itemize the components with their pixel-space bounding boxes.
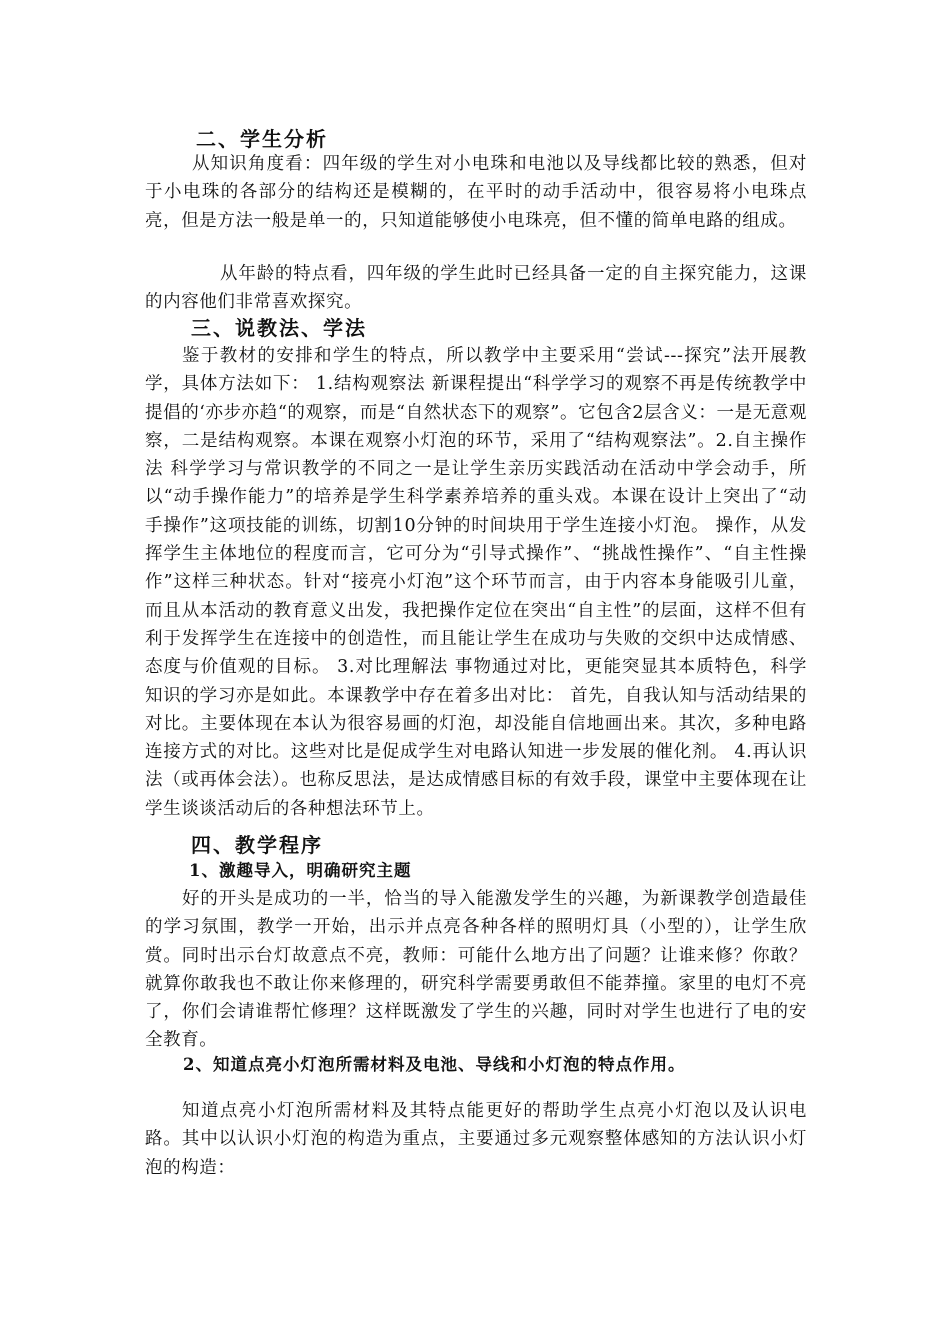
section-heading-teaching-procedure: 四、教学程序 [191, 833, 323, 857]
paragraph-age-perspective: 从年龄的特点看，四年级的学生此时已经具备一定的自主探究能力，这课的内容他们非常喜欢探究。 [145, 264, 807, 313]
subheading-introduction: 1、激趣导入，明确研究主题 [189, 861, 412, 880]
paragraph-knowledge-perspective: 从知识角度看：四年级的学生对小电珠和电池以及导线都比较的熟悉，但对于小电珠的各部分的结构还是模糊的，在平时的动手活动中，很容易将小电珠点亮，但是方法一般是单一的，只知道能够使小电珠亮，但不懂的简单电路的组成。 [145, 154, 807, 231]
section-heading-student-analysis: 二、学生分析 [196, 127, 328, 151]
paragraph-introduction: 好的开头是成功的一半，恰当的导入能激发学生的兴趣，为新课教学创造最佳的学习氛围，教学一开始，出示并点亮各种各样的照明灯具（小型的），让学生欣赏。同时出示台灯故意点不亮，教师：可能什么地方出了问题？让谁来修？你敢？就算你敢我也不敢让你来修理的，研究科学需要勇敢但不能莽撞。家里的电灯不亮了，你们会请谁帮忙修理？这样既激发了学生的兴趣，同时对学生也进行了电的安全教育。 [145, 889, 807, 1051]
paragraph-materials: 知道点亮小灯泡所需材料及其特点能更好的帮助学生点亮小灯泡以及认识电路。其中以认识小灯泡的构造为重点，主要通过多元观察整体感知的方法认识小灯泡的构造： [145, 1101, 807, 1178]
subheading-materials: 2、知道点亮小灯泡所需材料及电池、导线和小灯泡的特点作用。 [183, 1055, 686, 1074]
paragraph-teaching-methods: 鉴于教材的安排和学生的特点，所以教学中主要采用“尝试---探究”法开展教学，具体方法如下： 1.结构观察法 新课程提出“科学学习的观察不再是传统教学中提倡的‘亦步亦趋“的观察，而是“自然状态下的观察”。它包含2层含义：一是无意观察，二是结构观察。本课在观察小灯泡的环节，采用了“结构观察法”。2.自主操作法 科学学习与常识教学的不同之一是让学生亲历实践活动在活动中学会动手，所以“动手操作能力”的培养是学生科学素养培养的重头戏。本课在设计上突出了“动手操作”这项技能的训练，切割10分钟的时间块用于学生连接小灯泡。 操作，从发挥学生主体地位的程度而言，它可分为“引导式操作”、“挑战性操作”、“自主性操作”这样三种状态。针对“接亮小灯泡”这个环节而言，由于内容本身能吸引儿童，而且从本活动的教育意义出发，我把操作定位在突出“自主性”的层面，这样不但有利于发挥学生在连接中的创造性，而且能让学生在成功与失败的交织中达成情感、态度与价值观的目标。 3.对比理解法 事物通过对比，更能突显其本质特色，科学知识的学习亦是如此。本课教学中存在着多出对比： 首先，自我认知与活动结果的对比。主要体现在本认为很容易画的灯泡，却没能自信地画出来。其次，多种电路连接方式的对比。这些对比是促成学生对电路认知进一步发展的催化剂。 4.再认识法（或再体会法）。也称反思法，是达成情感目标的有效手段，课堂中主要体现在让学生谈谈活动后的各种想法环节上。 [145, 346, 807, 819]
section-heading-teaching-methods: 三、说教法、学法 [191, 316, 367, 340]
